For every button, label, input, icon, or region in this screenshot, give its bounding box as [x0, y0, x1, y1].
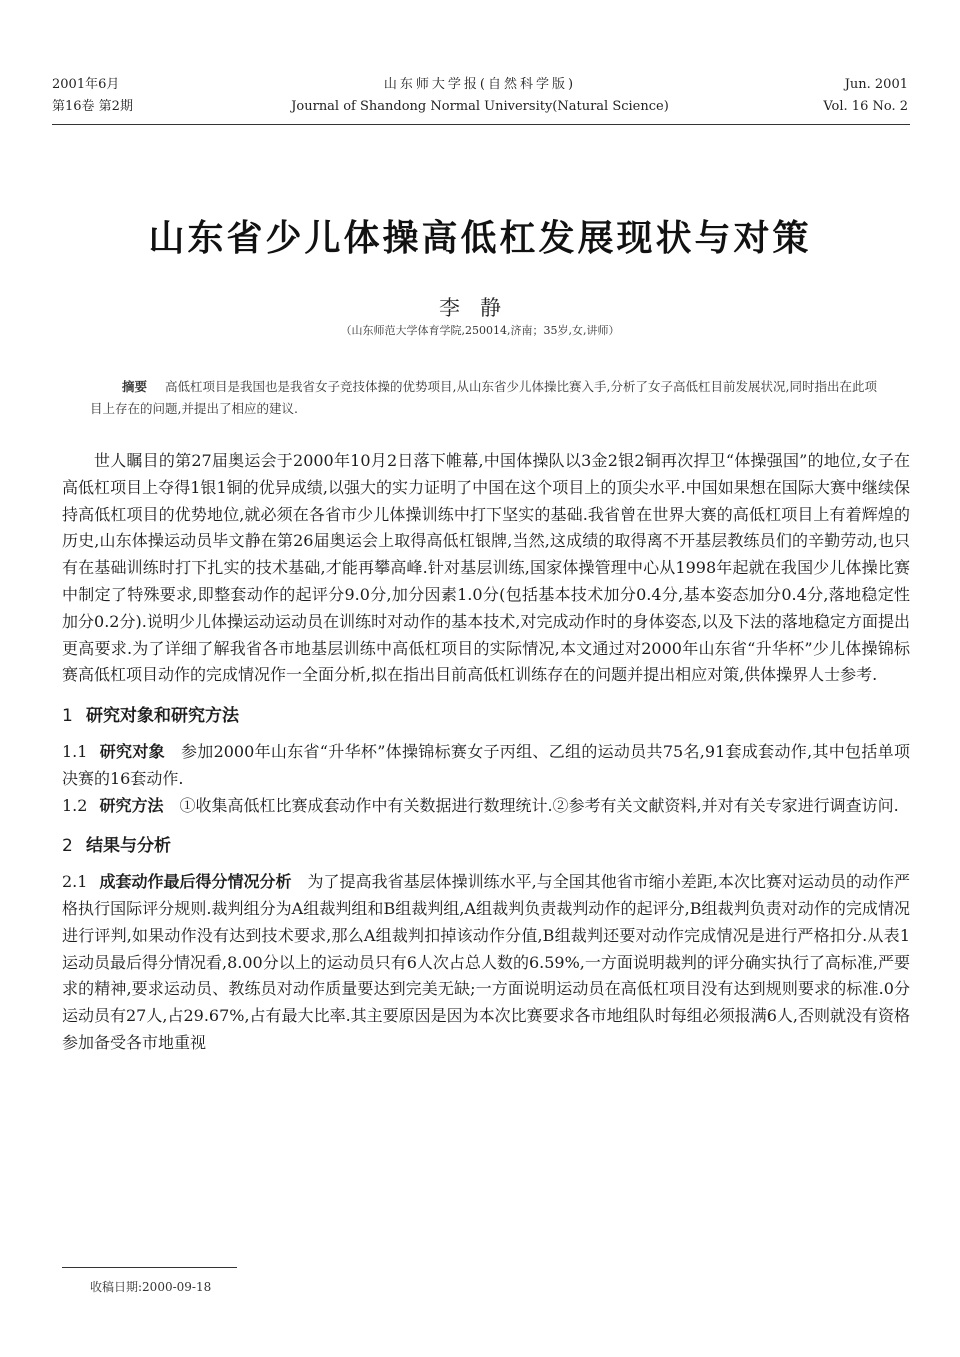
subsection-2-1-text: 为了提高我省基层体操训练水平,与全国其他省市缩小差距,本次比赛对运动员的动作严格执行国际评分规则.裁判组分为A组裁判组和B组裁判组,A组裁判负责裁判动作的起评分,B组裁判负责对动作的完成情况进行评判,如果动作没有达到技术要求,那么A组裁判扣掉该动作分值,B组裁判还要对动作完成情况是进行严格扣分.从表1运动员最后得分情况看,8.00分以上的运动员只有6人次占总人数的6.59%,一方面说明裁判的评分确实执行了高标准,严要求的精神,要求运动员、教练员对动作质量要达到完美无缺;一方面说明运动员在高低杠项目没有达到规则要求的标准.0分运动员有27人,占29.67%,占有最大比率.其主要原因是因为本次比赛要求各市地组队时每组必须报满6人,否则就没有资格参加备受各市地重视 — [62, 872, 910, 1052]
subsection-1-2-number: 1.2 — [62, 795, 88, 815]
section-1-title: 研究对象和研究方法 — [86, 706, 239, 727]
received-date-footnote: 收稿日期:2000-09-18 — [90, 1280, 212, 1294]
section-1-heading — [62, 695, 910, 739]
subsection-2-1-title: 成套动作最后得分情况分析 — [99, 872, 292, 892]
author-name: 李静 — [439, 296, 521, 320]
journal-name-cn: 山东师大学报(自然科学版) — [383, 77, 577, 92]
abstract-text: 高低杠项目是我国也是我省女子竞技体操的优势项目,从山东省少儿体操比赛入手,分析了女子高低杠目前发展状况,同时指出在此项目上存在的问题,并提出了相应的建议. — [90, 379, 877, 416]
subsection-2-1 — [62, 869, 910, 1057]
section-1-number: 1 — [62, 706, 73, 727]
header-rule — [52, 124, 910, 125]
subsection-1-2 — [62, 793, 910, 820]
intro-paragraph: 世人瞩目的第27届奥运会于2000年10月2日落下帷幕,中国体操队以3金2银2铜再次捍卫“体操强国”的地位,女子在高低杠项目上夺得1银1铜的优异成绩,以强大的实力证明了中国在这个项目上的顶尖水平.中国如果想在国际大赛中继续保持高低杠项目的优势地位,就必须在各省市少儿体操训练中打下坚实的基础.我省曾在世界大赛的高低杠项目上有着辉煌的历史,山东体操运动员毕文静在第26届奥运会上取得高低杠银牌,当然,这成绩的取得离不开基层教练员们的辛勤劳动,也只有在基础训练时打下扎实的技术基础,才能再攀高峰.针对基层训练,国家体操管理中心从1998年起就在我国少儿体操比赛中制定了特殊要求,即整套动作的起评分9.0分,加分因素1.0分(包括基本技术加分0.4分,基本姿态加分0.4分,落地稳定性加分0.2分).说明少儿体操运动运动员在训练时对动作的基本技术,对完成动作时的身体姿态,以及下法的落地稳定方面提出更高要求.为了详细了解我省各市地基层训练中高低杠项目的实际情况,本文通过对2000年山东省“升华杯”少儿体操锦标赛高低杠项目动作的完成情况作一全面分析,拟在指出目前高低杠训练存在的问题并提出相应对策,供体操界人士参考. — [62, 451, 910, 685]
journal-name-en: Journal of Shandong Normal University(Natural Science) — [291, 99, 669, 114]
subsection-1-1 — [62, 739, 910, 793]
subsection-2-1-number: 2.1 — [62, 872, 88, 892]
author-affiliation: （山东师范大学体育学院,250014,济南；35岁,女,讲师） — [340, 324, 620, 337]
section-2-number: 2 — [62, 836, 73, 857]
running-header-right — [823, 74, 908, 118]
body-text — [62, 448, 910, 1057]
running-header-center — [200, 74, 760, 118]
subsection-1-1-number: 1.1 — [62, 741, 88, 761]
issue-date: 2001年6月 — [52, 77, 120, 92]
subsection-1-2-title: 研究方法 — [99, 795, 164, 815]
footnote-rule — [62, 1267, 237, 1268]
subsection-1-2-text: ①收集高低杠比赛成套动作中有关数据进行数理统计.②参考有关文献资料,并对有关专家进行调查访问. — [179, 795, 899, 815]
subsection-1-1-title: 研究对象 — [99, 741, 165, 761]
section-2-heading — [62, 825, 910, 869]
issue-date-en: Jun. 2001 — [844, 77, 908, 92]
volume-issue-en: Vol. 16 No. 2 — [823, 99, 908, 114]
abstract — [90, 376, 885, 420]
section-2-title: 结果与分析 — [86, 836, 171, 857]
abstract-label: 摘要 — [122, 379, 148, 394]
volume-issue: 第16卷 第2期 — [52, 99, 133, 114]
running-header-left — [52, 74, 133, 118]
paper-title: 山东省少儿体操高低杠发展现状与对策 — [148, 218, 812, 259]
subsection-1-1-text: 参加2000年山东省“升华杯”体操锦标赛女子丙组、乙组的运动员共75名,91套成套动作,其中包括单项决赛的16套动作. — [62, 741, 910, 788]
